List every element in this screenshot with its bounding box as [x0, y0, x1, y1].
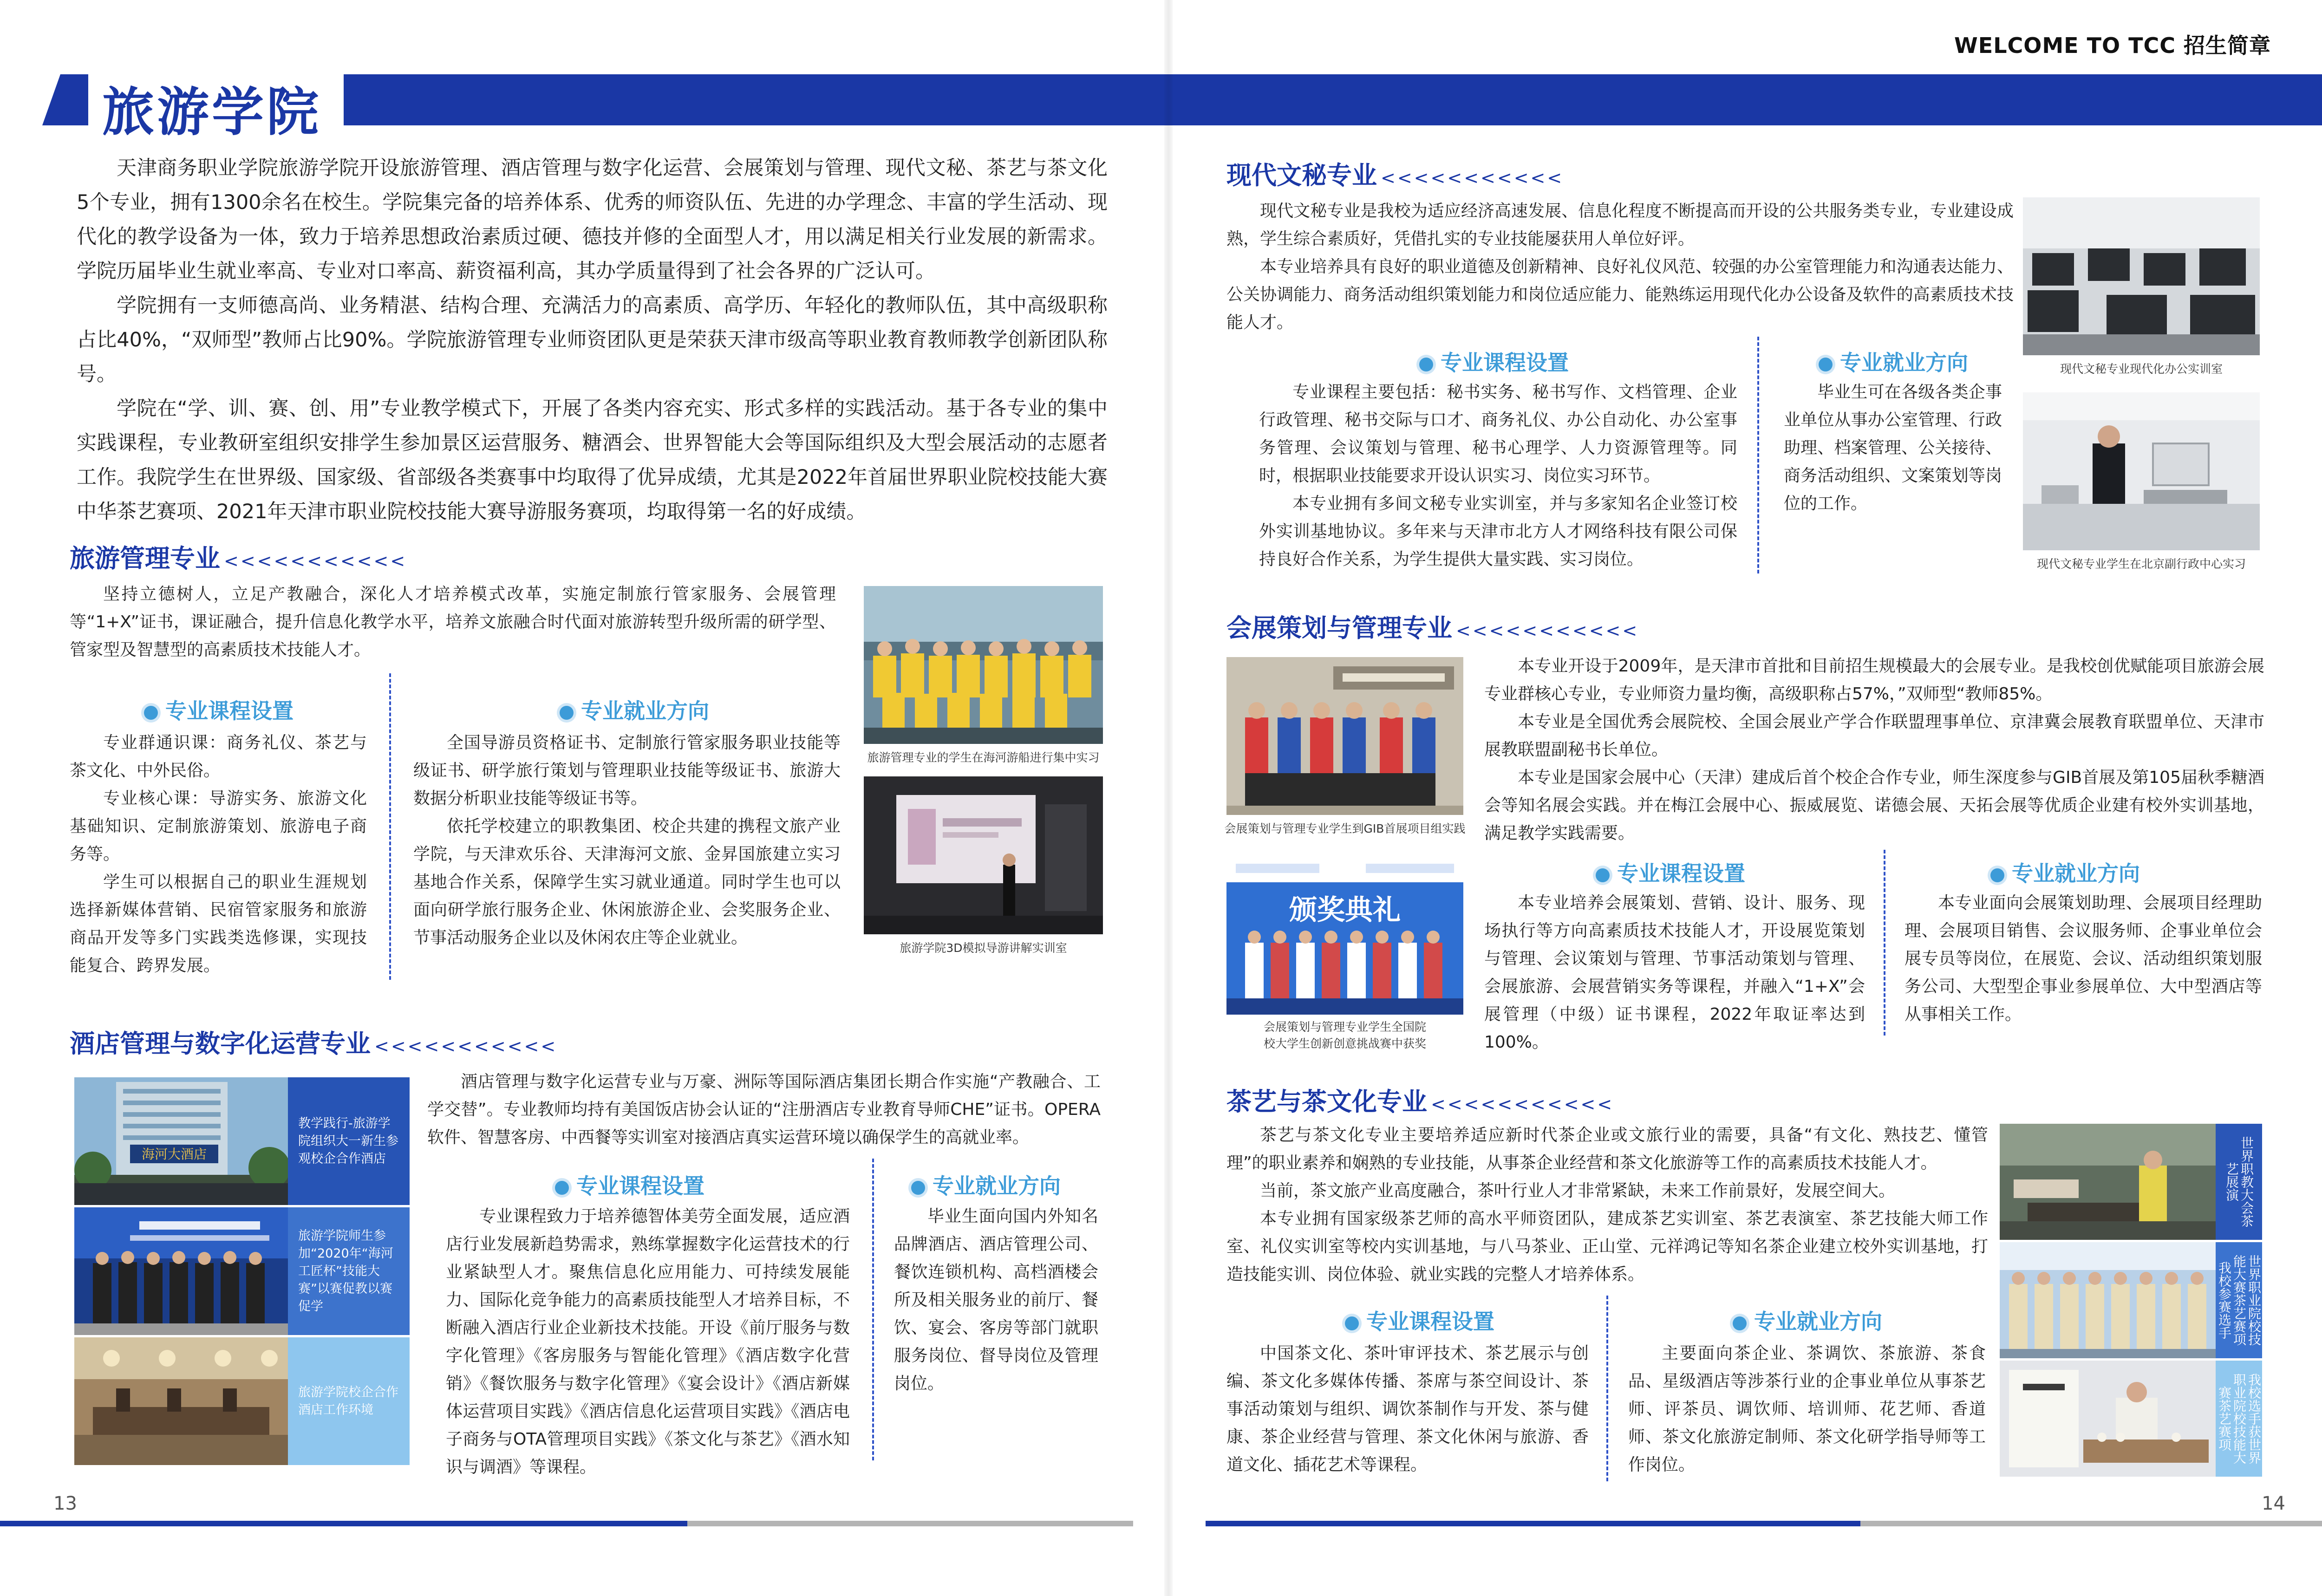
tea-photo-contestants [2000, 1242, 2216, 1358]
tea-panel-3: 我校选手获世界职业院校技能大赛茶艺赛项 [2216, 1361, 2262, 1477]
page-number-right: 14 [2262, 1493, 2285, 1514]
secretary-course-heading: 专业课程设置 [1419, 346, 1569, 377]
award-text: 颁奖典礼 [1289, 894, 1401, 926]
hotel-intro: 酒店管理与数字化运营专业与万豪、洲际等国际酒店集团长期合作实施“产教融合、工学交替”。专业教师均持有美国饭店协会认证的“注册酒店专业教育导师CHE”证书。OPERA软件、智慧客房、中西餐等实训室对接酒店真实运营环境以确保学生的高就业率。 [427, 1072, 1101, 1147]
tea-photo-performance [2000, 1124, 2216, 1240]
divider [389, 673, 391, 980]
bullet-icon [1733, 1316, 1747, 1330]
bullet-icon [144, 706, 158, 720]
tourism-photo-3d-room [864, 776, 1103, 934]
exhibition-course-heading: 专业课程设置 [1596, 857, 1745, 887]
bullet-icon [1596, 868, 1610, 882]
college-title: 旅游学院 [102, 82, 321, 143]
tourism-intro: 坚持立德树人，立足产教融合，深化人才培养模式改革，实施定制旅行管家服务、会展管理等“1+X”证书，课证融合，提升信息化教学水平，培养文旅融合时代面对旅游转型升级所需的研学型、管家型及智慧型的高素质技术技能人才。 [70, 585, 836, 659]
tourism-course-heading: 专业课程设置 [144, 694, 294, 725]
secretary-careers: 毕业生可在各级各类企事业单位从事办公室管理、行政助理、档案管理、公关接待、商务活动组织、文案策划等岗位的工作。 [1784, 383, 2002, 513]
exhibition-photo-gib [1226, 657, 1463, 815]
section-title-hotel: 酒店管理与数字化运营专业 <<<<<<<<<<< [70, 1029, 558, 1058]
exhibition-caption-2a: 会展策划与管理专业学生全国院 [1263, 1020, 1426, 1034]
secretary-intro: 现代文秘专业是我校为适应经济高速发展、信息化程度不断提高而开设的公共服务类专业，专业建设成熟，学生综合素质好，凭借扎实的专业技能屡获用人单位好评。 本专业培养具有良好的职业道德及创新精神、良好礼仪风范、较强的办公室管理能力和沟通表达能力、公关协调能力、商务活动组织策划能力和岗位适应能力、能熟练运用现代化办公设备及软件的高素质技术技能人才。 [1226, 202, 2014, 332]
secretary-career-heading: 专业就业方向 [1819, 346, 1968, 377]
footer-bar-right-gray [1860, 1521, 2322, 1526]
bullet-icon [555, 1181, 569, 1195]
hotel-career-heading: 专业就业方向 [911, 1169, 1061, 1200]
section-title-exhibition: 会展策划与管理专业 <<<<<<<<<<< [1226, 613, 1639, 643]
welcome-text: WELCOME TO TCC 招生简章 [1954, 33, 2271, 58]
secretary-photo-office [2023, 197, 2260, 355]
hotel-courses: 专业课程致力于培养德智体美劳全面发展，适应酒店行业发展新趋势需求，熟练掌握数字化运营技术的行业紧缺型人才。聚焦信息化应用能力、可持续发展能力、国际化竞争能力的高素质技能型人才培养目标，不断融入酒店行业企业新技术技能。开设《前厅服务与数字化管理》《客房服务与智能化管理》《酒店数字化营销》《餐饮服务与数字化管理》《宴会设计》《酒店新媒体运营项目实践》《酒店信息化运营项目实践》《酒店电子商务与OTA管理项目实践》《茶文化与茶艺》《酒水知识与调酒》等课程。 [446, 1207, 850, 1477]
tea-career-heading: 专业就业方向 [1733, 1305, 1882, 1335]
bullet-icon [1990, 868, 2004, 882]
bullet-icon [1819, 358, 1833, 371]
section-title-secretary: 现代文秘专业 <<<<<<<<<<< [1226, 161, 1564, 190]
footer-bar-right-blue [1206, 1521, 1860, 1526]
exhibition-careers: 本专业面向会展策划助理、会展项目经理助理、会展项目销售、会议服务师、企事业单位会展专员等岗位，在展览、会议、活动组织策划服务公司、大型型企事业参展单位、大中型酒店等从事相关工作。 [1905, 893, 2262, 1024]
secretary-courses: 专业课程主要包括：秘书实务、秘书写作、文档管理、企业行政管理、秘书交际与口才、商务礼仪、办公自动化、办公室事务管理、会议策划与管理、秘书心理学、人力资源管理等。同时，根据职业技能要求开设认识实习、岗位实习环节。 本专业拥有多间文秘专业实训室，并与多家知名企业签订校外实训基地协议。多年来与天津市北方人才网络科技有限公司保持良好合作关系，为学生提供大量实践、实习岗位。 [1259, 383, 1737, 569]
hotel-photo-competition [74, 1207, 288, 1335]
hotel-sign-text: 海河大酒店 [141, 1147, 207, 1162]
tourism-caption-1: 旅游管理专业的学生在海河游船进行集中实习 [867, 751, 1100, 764]
section-title-tourism: 旅游管理专业 <<<<<<<<<<< [70, 544, 407, 573]
hotel-panel-2: 旅游学院师生参加“2020年“海河工匠杯”技能大赛”以赛促教以赛促学 [288, 1207, 410, 1335]
tea-panel-1: 世界职教大会茶艺展演 [2216, 1124, 2262, 1240]
divider [1884, 850, 1885, 1036]
hotel-panel-3: 旅游学院校企合作酒店工作环境 [288, 1337, 410, 1465]
divider [872, 1159, 874, 1460]
bullet-icon [560, 706, 574, 720]
tourism-photo-students [864, 586, 1103, 744]
hotel-panel-1: 教学践行-旅游学院组织大一新生参观校企合作酒店 [288, 1077, 410, 1205]
secretary-photo-intern [2023, 392, 2260, 550]
tourism-careers: 全国导游员资格证书、定制旅行管家服务职业技能等级证书、研学旅行策划与管理职业技能等级证书、旅游大数据分析职业技能等级证书等。 依托学校建立的职教集团、校企共建的携程文旅产业学院，与天津欢乐谷、天津海河文旅、金昇国旅建立实习基地合作关系，保障学生实习就业通道。同时学生也可以面向研学旅行服务企业、休闲旅游企业、会奖服务企业、节事活动服务企业以及休闲农庄等企业就业。 [413, 733, 841, 947]
tea-intro: 茶艺与茶文化专业主要培养适应新时代茶企业或文旅行业的需要，具备“有文化、熟技艺、懂管理”的职业素养和娴熟的专业技能，从事茶企业经营和茶文化旅游等工作的高素质技术技能人才。 当前，茶文旅产业高度融合，茶叶行业人才非常紧缺，未来工作前景好，发展空间大。 本专业拥有国家级茶艺师的高水平师资团队，建成茶艺实训室、茶艺表演室、茶艺技能大师工作室、礼仪实训室等校内实训基地，与八马茶业、正山堂、元祥鸿记等知名茶企业建立校外实训基地，打造技能实训、岗位体验、就业实践的完整人才培养体系。 [1226, 1126, 1988, 1284]
footer-bar-left-gray [687, 1521, 1133, 1526]
exhibition-caption-2b: 校大学生创新创意挑战赛中获奖 [1263, 1037, 1426, 1050]
tea-panel-2: 世界职业院校技能大赛茶艺赛项我校参赛选手 [2216, 1242, 2262, 1358]
exhibition-intro: 本专业开设于2009年，是天津市首批和目前招生规模最大的会展专业。是我校创优赋能项目旅游会展专业群核心专业，专业师资力量均衡，高级职称占57%，”双师型“教师85%。 本专业是全国优秀会展院校、全国会展业产学合作联盟理事单位、京津冀会展教育联盟单位、天津市展教联盟副秘书长单位。 本专业是国家会展中心（天津）建成后首个校企合作专业，师生深度参与GIB首展及第105届秋季糖酒会等知名展会实践。并在梅江会展中心、振威展览、诺德会展、天拓会展等优质企业建有校外实训基地，满足教学实践需要。 [1484, 657, 2264, 843]
exhibition-photo-award [1226, 854, 1463, 1015]
hotel-course-heading: 专业课程设置 [555, 1169, 704, 1200]
divider [1757, 337, 1759, 573]
tea-careers: 主要面向茶企业、茶调饮、茶旅游、茶食品、星级酒店等涉茶行业的企事业单位从事茶艺师、评茶员、调饮师、培训师、花艺师、香道师、茶文化旅游定制师、茶文化研学指导师等工作岗位。 [1628, 1344, 1986, 1474]
tea-course-heading: 专业课程设置 [1345, 1305, 1494, 1335]
footer-bar-left-blue [0, 1521, 687, 1526]
section-title-tea: 茶艺与茶文化专业 <<<<<<<<<<< [1226, 1087, 1614, 1116]
secretary-caption-2: 现代文秘专业学生在北京副行政中心实习 [2036, 557, 2246, 571]
right-page [1168, 0, 2322, 1596]
tourism-courses: 专业群通识课：商务礼仪、茶艺与茶文化、中外民俗。 专业核心课：导游实务、旅游文化基础知识、定制旅游策划、旅游电子商务等。 学生可以根据自己的职业生涯规划选择新媒体营销、民宿管家服务和旅游商品开发等多门实践类选修课，实现技能复合、跨界发展。 [70, 733, 367, 975]
page-number-left: 13 [53, 1493, 77, 1514]
exhibition-career-heading: 专业就业方向 [1990, 857, 2140, 887]
bullet-icon [1345, 1316, 1359, 1330]
tea-courses: 中国茶文化、茶叶审评技术、茶艺展示与创编、茶文化多媒体传播、茶席与茶空间设计、茶事活动策划与组织、调饮茶制作与开发、茶与健康、茶企业经营与管理、茶文化休闲与旅游、香道文化、插花艺术等课程。 [1226, 1344, 1589, 1474]
divider [1606, 1296, 1608, 1481]
exhibition-caption-1: 会展策划与管理专业学生到GIB首展项目组实践 [1224, 822, 1466, 835]
intro-text: 天津商务职业学院旅游学院开设旅游管理、酒店管理与数字化运营、会展策划与管理、现代文秘、茶艺与茶文化5个专业，拥有1300余名在校生。学院集完备的培养体系、优秀的师资队伍、先进的办学理念、丰富的学生活动、现代化的教学设备为一体，致力于培养思想政治素质过硬、德技并修的全面型人才，用以满足相关行业发展的新需求。学院历届毕业生就业率高、专业对口率高、薪资福利高，其办学质量得到了社会各界的广泛认可。 学院拥有一支师德高尚、业务精湛、结构合理、充满活力的高素质、高学历、年轻化的教师队伍，其中高级职称占比40%，“双师型”教师占比90%。学院旅游管理专业师资团队更是荣获天津市级高等职业教育教师教学创新团队称号。 学院在“学、训、赛、创、用”专业教学模式下，开展了各类内容充实、形式多样的实践活动。基于各专业的集中实践课程，专业教研室组织安排学生参加景区运营服务、糖酒会、世界智能大会等国际组织及大型会展活动的志愿者工作。我院学生在世界级、国家级、省部级各类赛事中均取得了优异成绩，尤其是2022年首届世界职业院校技能大赛中华茶艺赛项、2021年天津市职业院校技能大赛导游服务赛项，均取得第一名的好成绩。 [77, 156, 1108, 523]
tea-photo-ceremony [2000, 1361, 2216, 1477]
hotel-careers: 毕业生面向国内外知名品牌酒店、酒店管理公司、餐饮连锁机构、高档酒楼会所及相关服务业的前厅、餐饮、宴会、客房等部门就职服务岗位、督导岗位及管理岗位。 [894, 1207, 1098, 1393]
hotel-photo-building [74, 1077, 288, 1205]
hotel-photo-lobby [74, 1337, 288, 1465]
bullet-icon [1419, 358, 1433, 371]
tourism-caption-2: 旅游学院3D模拟导游讲解实训室 [900, 941, 1067, 955]
secretary-caption-1: 现代文秘专业现代化办公实训室 [2060, 362, 2223, 376]
bullet-icon [911, 1181, 925, 1195]
tourism-career-heading: 专业就业方向 [560, 694, 709, 725]
exhibition-courses: 本专业培养会展策划、营销、设计、服务、现场执行等方向高素质技术技能人才，开设展览策划与管理、会议策划与管理、节事活动策划与管理、会展旅游、会展营销实务等课程，并融入“1+X”会展管理（中级）证书课程，2022年取证率达到100%。 [1484, 893, 1865, 1052]
